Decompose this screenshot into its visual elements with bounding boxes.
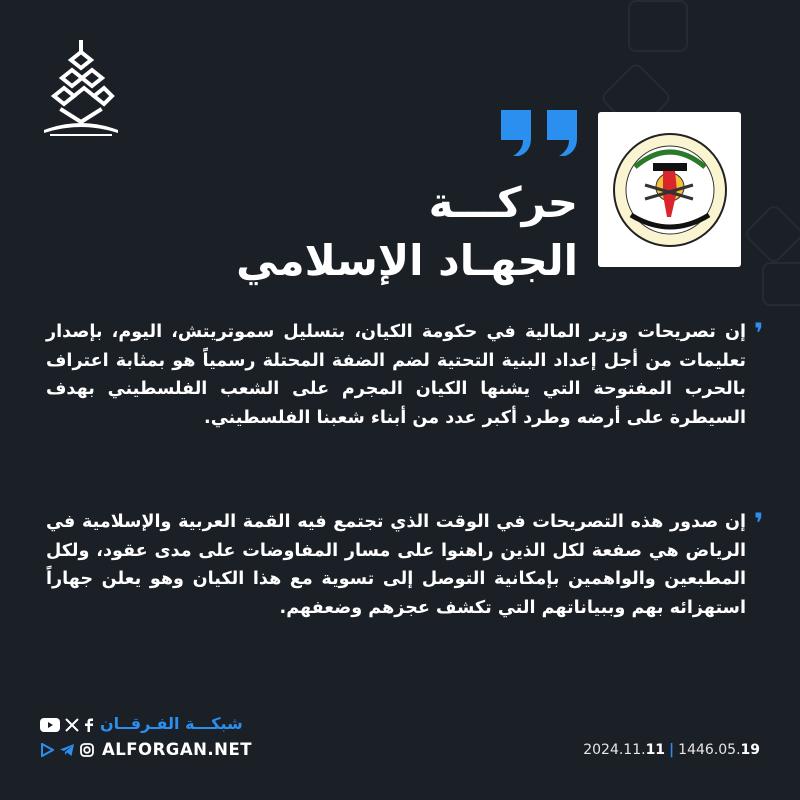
youtube-icon[interactable] xyxy=(40,718,60,732)
headline-line-1: حركـــة xyxy=(428,178,578,227)
rumble-icon[interactable] xyxy=(40,743,54,757)
footer-brand-arabic: شبكـــة الفـرقــان xyxy=(100,714,243,733)
quote-mark-icon xyxy=(497,108,587,158)
footer-website-url[interactable]: ALFORGAN.NET xyxy=(102,740,253,759)
bg-deco-4 xyxy=(762,262,800,306)
hijri-date: 1446.05.19 xyxy=(678,742,760,758)
date-stamp xyxy=(583,742,760,758)
bg-deco-1 xyxy=(628,0,688,52)
facebook-icon[interactable] xyxy=(84,718,94,732)
alforqan-network-logo xyxy=(40,38,122,138)
social-icons-row-2 xyxy=(40,743,94,757)
date-separator: | xyxy=(669,742,675,758)
paragraph-1-bullet-icon: ❜ xyxy=(754,317,764,350)
social-icons-row-1 xyxy=(40,718,94,732)
paragraph-2-bullet-icon: ❜ xyxy=(754,507,764,540)
organization-logo-frame xyxy=(598,112,741,267)
bg-deco-3 xyxy=(743,203,800,265)
gregorian-date: 2024.11.11 xyxy=(583,742,666,758)
paragraph-2: إن صدور هذه التصريحات في الوقت الذي تجتمع فيه القمة العربية والإسلامية في الرياض هي صفعة لكل الذين راهنوا على مسار المفاوضات على مدى عقود، ولكل المطبعين والواهمين بإمكانية التوصل إلى تسوية مع هذا الكيان وهو يعلن جهاراً استهزائه بهم وببياناتهم التي تكشف عجزهم وضعفهم. xyxy=(46,512,746,618)
x-icon[interactable] xyxy=(65,718,79,732)
headline-line-2: الجهـاد الإسلامي xyxy=(236,236,578,285)
organization-emblem xyxy=(605,125,735,255)
telegram-icon[interactable] xyxy=(59,743,75,757)
paragraph-1: إن تصريحات وزير المالية في حكومة الكيان، بتسليل سموتريتش، اليوم، بإصدار تعليمات من أجل إعداد البنية التحتية لضم الضفة المحتلة رسمياً هو بمثابة اعتراف بالحرب المفتوحة التي يشنها الكيان المجرم على الشعب الفلسطيني بهدف السيطرة على أرضه وطرد أكبر عدد من أبناء شعبنا الفلسطيني. xyxy=(46,322,746,428)
instagram-icon[interactable] xyxy=(80,743,94,757)
